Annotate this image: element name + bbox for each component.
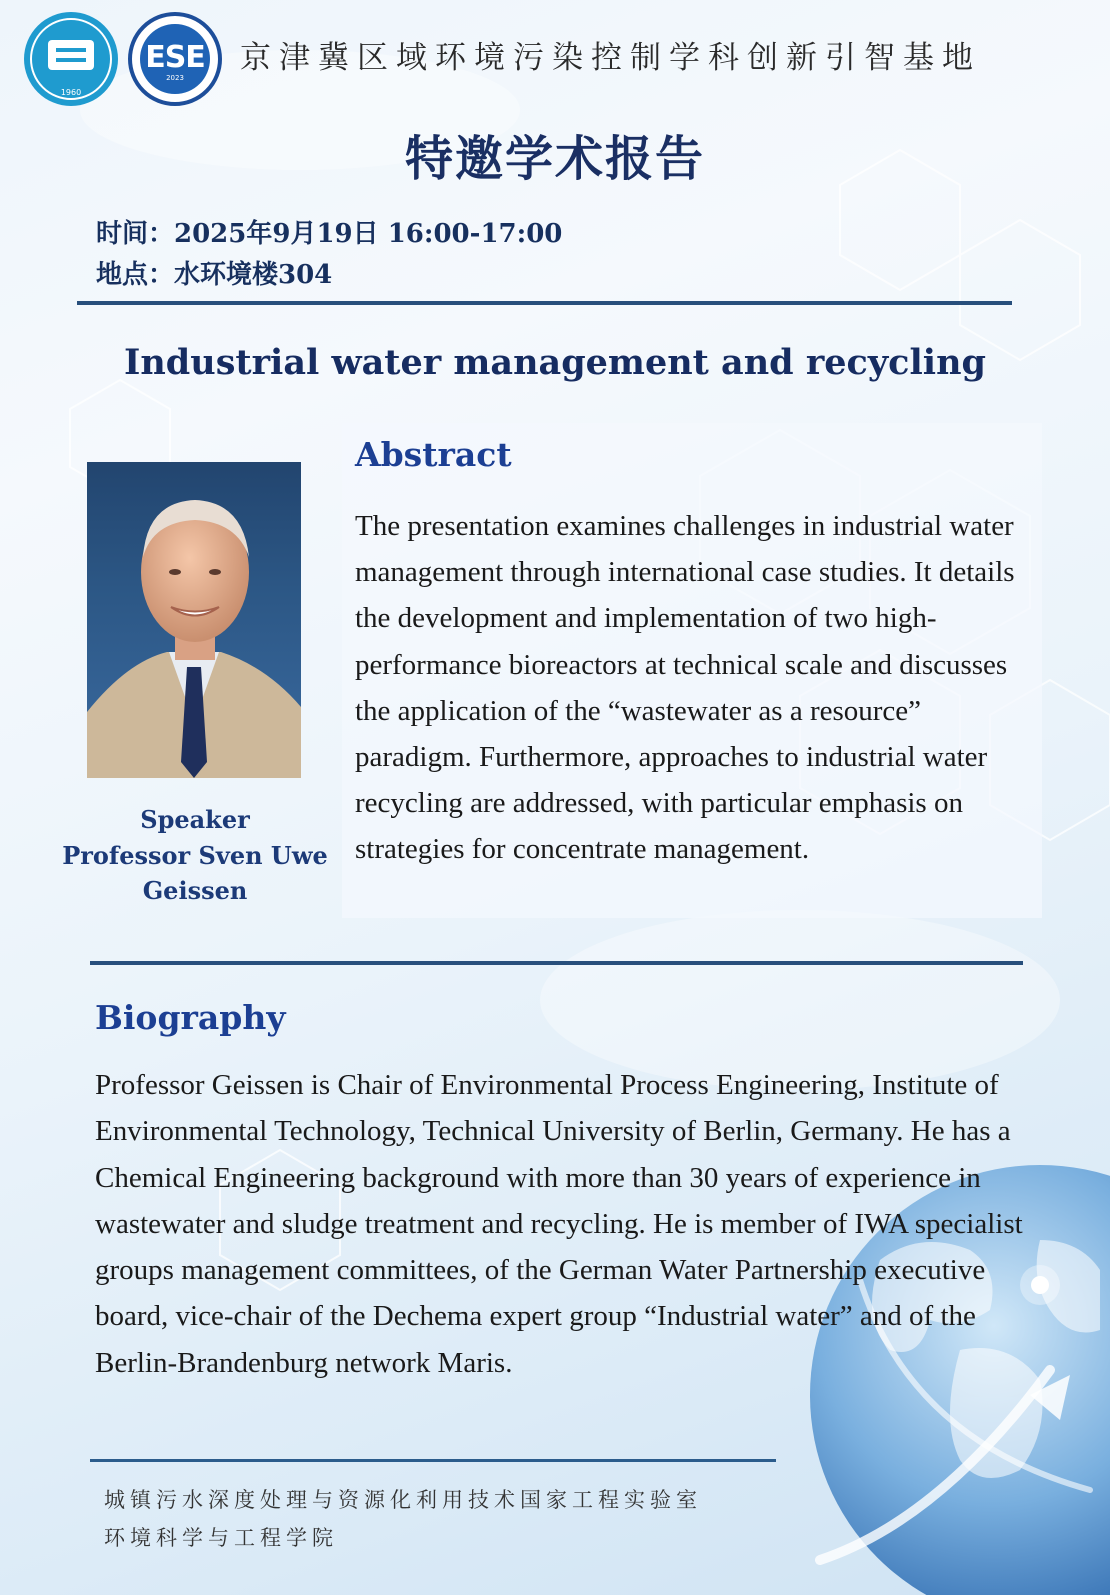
event-place: 地点：水环境楼304 (96, 260, 333, 290)
abstract-text: The presentation examines challenges in industrial water management through international case studies. It details the development and implementation of two high-performance bioreactors at technical scale and discusses the application of the “wastewater as a resource” paradigm. Furthermore, approaches to industrial water recycling are addressed, with particular emphasis on strategies for concentrate management. (355, 510, 1015, 866)
divider (90, 1459, 776, 1462)
footer-lab-name: 城镇污水深度处理与资源化利用技术国家工程实验室 (104, 1488, 702, 1512)
speaker-role: Speaker (140, 805, 250, 834)
logo-ese-text: ESE (145, 40, 205, 75)
logo-year: 1960 (60, 88, 82, 97)
biography-heading: Biography (95, 998, 286, 1037)
divider (90, 961, 1023, 965)
footer-school-name: 环境科学与工程学院 (104, 1526, 338, 1550)
event-time: 时间：2025年9月19日 16:00-17:00 (96, 219, 563, 249)
divider (77, 301, 1012, 305)
speaker-caption (60, 802, 330, 909)
abstract-heading: Abstract (355, 435, 512, 474)
bjut-university-logo (24, 12, 118, 106)
speaker-photo (87, 462, 301, 778)
speaker-name: Professor Sven Uwe Geissen (62, 840, 328, 905)
ese-school-logo (128, 12, 222, 106)
logo-emblem-b (48, 40, 94, 70)
logo-year: 2023 (166, 74, 184, 82)
talk-title: Industrial water management and recycling (123, 342, 986, 383)
biography-text: Professor Geissen is Chair of Environmental Process Engineering, Institute of Environmental Technology, Technical University of Berlin, Germany. He has a Chemical Engineering background with more than 30 years of experience in wastewater and sludge treatment and recycling. He is member of IWA specialist groups management committees, of the German Water Partnership executive board, vice-chair of the Dechema expert group “Industrial water” and of the Berlin-Brandenburg network Maris. (95, 1069, 1023, 1379)
institution-banner: 京津冀区域环境污染控制学科创新引智基地 (240, 40, 981, 76)
page-title: 特邀学术报告 (404, 131, 705, 187)
